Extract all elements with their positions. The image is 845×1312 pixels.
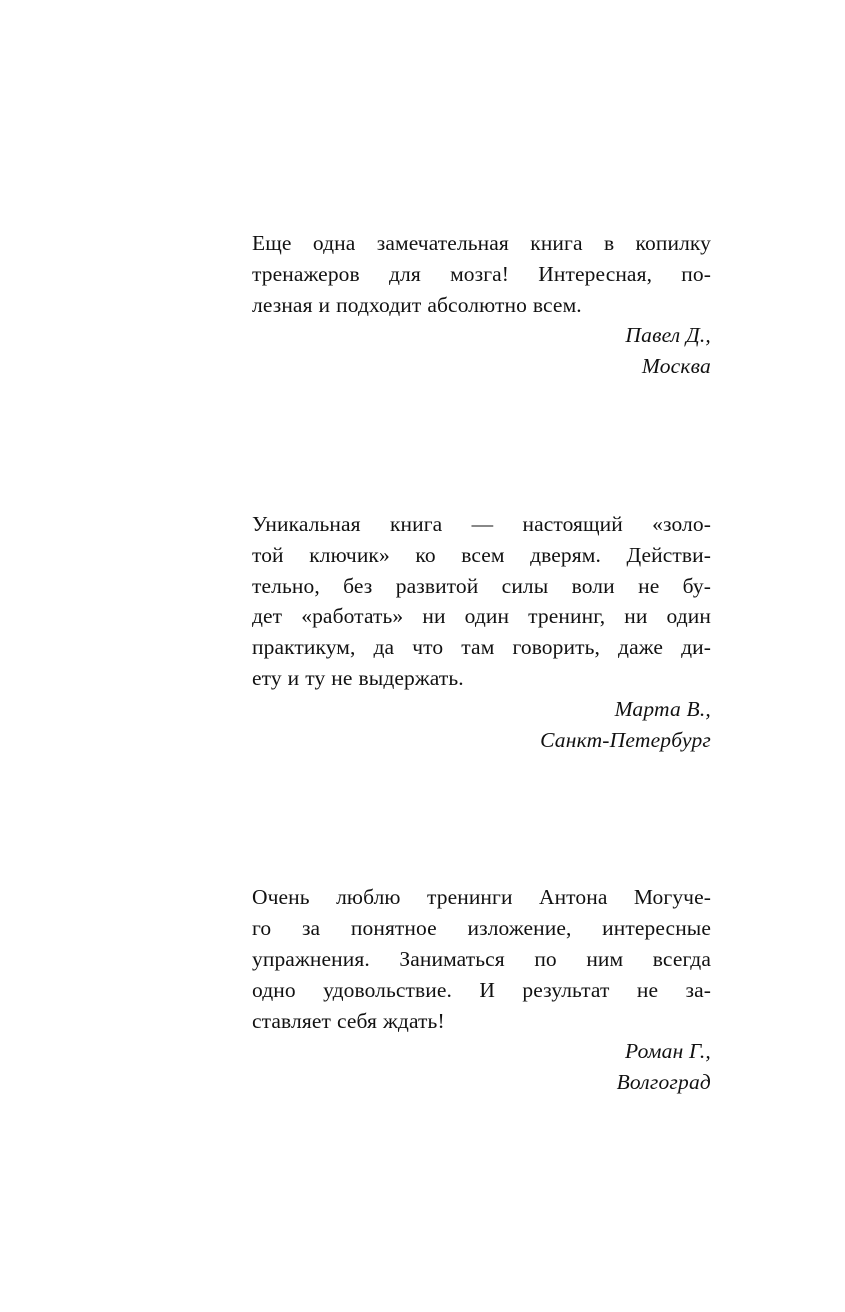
testimonial-block	[252, 228, 711, 382]
quote-line: Уникальная книга — настоящий «золо-	[252, 511, 711, 536]
quote-line: практикум, да что там говорить, даже ди-	[252, 635, 711, 660]
quote-line: одно удовольствие. И результат не за-	[252, 977, 711, 1002]
testimonial-block	[252, 509, 711, 755]
quote-line: лезная и подходит абсолютно всем.	[252, 292, 582, 317]
quote-line: ставляет себя ждать!	[252, 1008, 445, 1033]
testimonial-quote-text	[252, 882, 711, 1036]
testimonial-attribution	[252, 694, 711, 756]
attribution-city: Санкт-Петербург	[540, 727, 711, 752]
testimonial-attribution	[252, 320, 711, 382]
quote-line: той ключик» ко всем дверям. Действи-	[252, 542, 711, 567]
attribution-author: Марта В.,	[614, 696, 711, 721]
quote-line: тельно, без развитой силы воли не бу-	[252, 573, 711, 598]
quote-line: упражнения. Заниматься по ним всегда	[252, 946, 711, 971]
quote-line: тренажеров для мозга! Интересная, по-	[252, 261, 711, 286]
testimonial-block	[252, 882, 711, 1098]
testimonial-quote-text	[252, 509, 711, 694]
attribution-author: Роман Г.,	[625, 1039, 711, 1064]
quote-line: Очень люблю тренинги Антона Могуче-	[252, 885, 711, 910]
quote-line: дет «работать» ни один тренинг, ни один	[252, 604, 711, 629]
testimonials-column	[252, 228, 711, 1098]
testimonial-attribution	[252, 1036, 711, 1098]
testimonial-quote-text	[252, 228, 711, 320]
attribution-city: Москва	[641, 354, 711, 379]
quote-line: ету и ту не выдержать.	[252, 665, 464, 690]
attribution-author: Павел Д.,	[625, 323, 711, 348]
quote-line: Еще одна замечательная книга в копилку	[252, 231, 711, 255]
attribution-city: Волгоград	[616, 1070, 711, 1095]
quote-line: го за понятное изложение, интересные	[252, 916, 711, 941]
